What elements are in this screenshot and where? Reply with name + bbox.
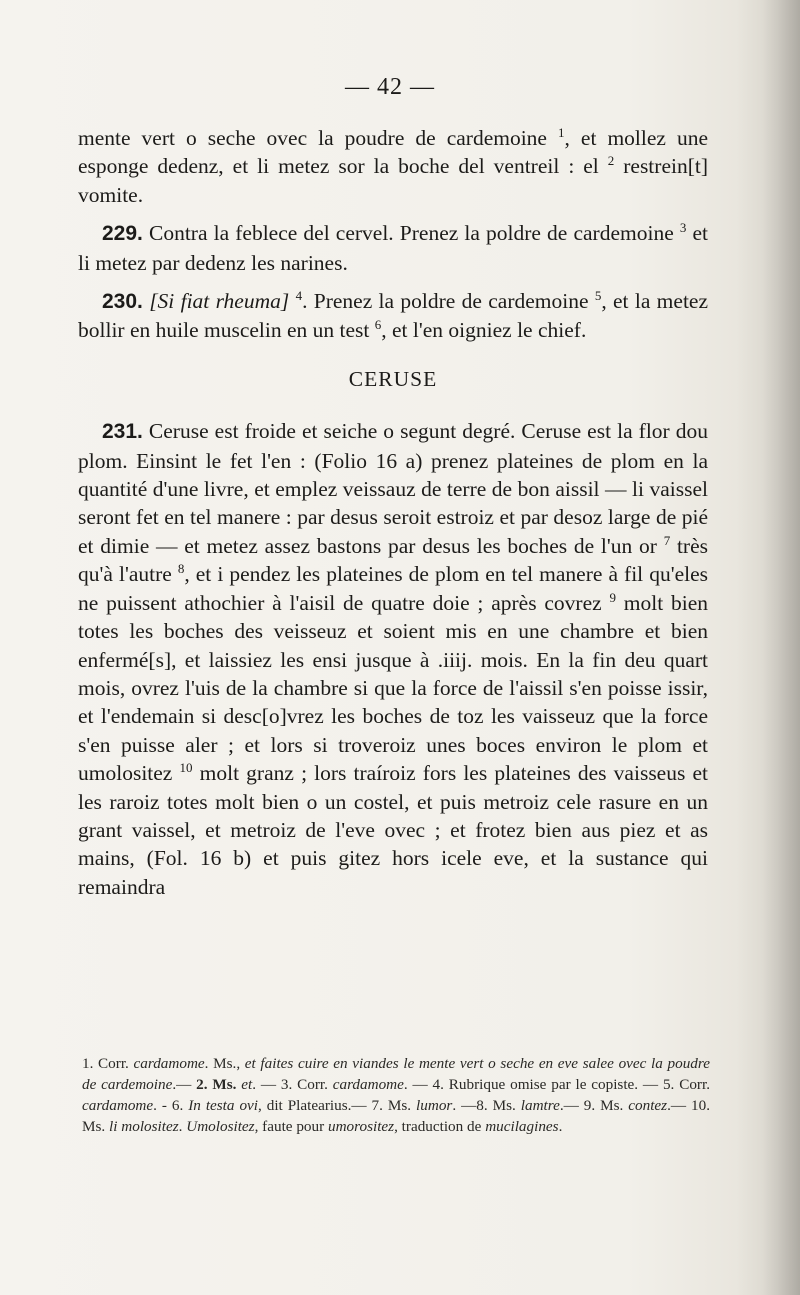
footnote-text: 1. Corr. — [82, 1055, 134, 1072]
footnote-ref[interactable]: 10 — [179, 760, 193, 776]
text-run: Ceruse est froide et seiche o segunt degré. Ceruse est la flor dou plom. Einsint le fet l'en : (Folio 16 a) prenez plateines de plom en la quantité d'une livre, et emplez veissauz de terre de bon aissil — li vaissel seront fet en tel manere : par desus seroit estroiz et par desoz large de pié et dimie — et metez assez bastons par desus les boches de l'un or — [78, 419, 708, 558]
footnote-italic: cardamome — [332, 1076, 404, 1093]
footnote-italic: lumor — [416, 1097, 453, 1114]
footnote-text: 2. Ms. — [196, 1076, 242, 1093]
paragraph-number: 231. — [102, 420, 143, 444]
paragraph-continuation — [78, 124, 708, 209]
footnote-ref[interactable]: 7 — [663, 532, 671, 548]
text-run: , et i pendez les plateines de plom en tel manere à fil qu'eles ne puissent athochier à l'aisil de quatre doie ; après covrez — [78, 562, 709, 615]
page-number: — 42 — — [345, 74, 435, 100]
footnote-text: . — [558, 1118, 563, 1135]
footnote-text: , dit Platearius.— 7. Ms. — [258, 1097, 417, 1114]
footnote-ref[interactable]: 1 — [558, 125, 565, 140]
main-text — [78, 124, 708, 911]
footnote-ref[interactable]: 9 — [609, 589, 616, 605]
paragraph-number: 229. — [102, 222, 143, 246]
footnote-text: , traduction de — [394, 1118, 486, 1135]
footnote-text: . Ms., — [204, 1055, 245, 1072]
footnote-italic: li molositez — [109, 1118, 179, 1135]
text-run: mente vert o seche ovec la poudre de cardemoine — [78, 126, 547, 150]
footnote-italic: In testa ovi — [188, 1097, 258, 1114]
rubric-title: [Si fiat rheuma] — [149, 289, 290, 314]
footnote-ref[interactable]: 8 — [177, 561, 185, 577]
footnote-ref[interactable]: 5 — [594, 288, 602, 304]
text-run: et li metez par dedenz les narines. — [78, 221, 709, 275]
footnote-text: .— 10. Ms. — [82, 1097, 710, 1135]
footnote-italic: mucilagines — [485, 1118, 559, 1135]
footnote-text: .— — [172, 1076, 197, 1093]
footnote-text: . — 4. Rubrique omise par le copiste. — 5. Corr. — [403, 1076, 710, 1093]
footnote-italic: et faites cuire en viandes le mente vert o seche en eve salee ovec la poudre de cardemoine — [82, 1055, 710, 1093]
text-run: Contra la feblece del cervel. Prenez la poldre de cardemoine — [142, 221, 674, 246]
paragraph-229 — [78, 219, 708, 277]
paragraph-231 — [78, 417, 708, 901]
text-run: , et mollez une esponge dedenz, et li metez sor la boche del ventreil : el — [78, 126, 709, 179]
footnote-text: . - 6. — [153, 1097, 189, 1114]
text-run: molt bien totes les boches des veisseuz et soient mis en une chambre et bien enfermé[s], et laissiez les ensi jusque à .iiij. mois. En la fin deu quart mois, ovrez l'uis de la chambre si que la force de l'aissil s'en poisse issir, et l'endemain si desc[o]vrez les boches de toz les vaisseuz que la force s'en puisse aler ; et lors si troveroiz unes boces environ le plom et umolositez — [78, 590, 709, 786]
footnote-text: . — [178, 1118, 187, 1135]
footnote-italic: lamtre — [520, 1097, 560, 1114]
footnote-ref[interactable]: 3 — [679, 220, 687, 236]
text-run: restrein[t] vomite. — [78, 154, 709, 207]
footnote-italic: et — [241, 1076, 253, 1093]
footnotes — [82, 1053, 710, 1137]
footnote-italic: umorositez — [327, 1118, 395, 1135]
text-run: , et l'en oigniez le chief. — [381, 318, 587, 343]
footnote-ref[interactable]: 2 — [607, 153, 615, 169]
text-run: , et la metez bollir en huile muscelin en un test — [78, 289, 708, 343]
paragraph-number: 230. — [102, 290, 143, 314]
footnote-block — [82, 1053, 710, 1137]
footnote-italic: Umolositez — [186, 1118, 255, 1135]
footnote-italic: cardamome — [133, 1055, 205, 1072]
paragraph-230 — [78, 287, 708, 345]
text-run: molt granz ; lors traíroiz fors les plateines des vaisseus et les raroiz totes molt bien o un costel, et puis metroiz cele rasure en un grant vaissel, et metroiz de l'eve ovec ; et frotez bien aus piez et as mains, (Fol. 16 b) et puis gitez hors icele eve, et la sustance qui remaindra — [78, 761, 708, 899]
footnote-text: .— 9. Ms. — [559, 1097, 629, 1114]
footnote-ref[interactable]: 6 — [374, 317, 382, 333]
footnote-italic: contez — [628, 1097, 668, 1114]
footnote-text: . —8. Ms. — [452, 1097, 521, 1114]
page-gutter-shadow — [762, 0, 800, 1295]
footnote-text: , faute pour — [254, 1118, 328, 1135]
section-heading: CERUSE — [348, 366, 438, 391]
footnote-text: . — 3. Corr. — [252, 1076, 333, 1093]
footnote-italic: cardamome — [82, 1097, 154, 1114]
text-run: très qu'à l'autre — [78, 533, 709, 587]
footnote-ref[interactable]: 4 — [295, 288, 303, 304]
text-run: . Prenez la poldre de cardemoine — [302, 289, 589, 314]
